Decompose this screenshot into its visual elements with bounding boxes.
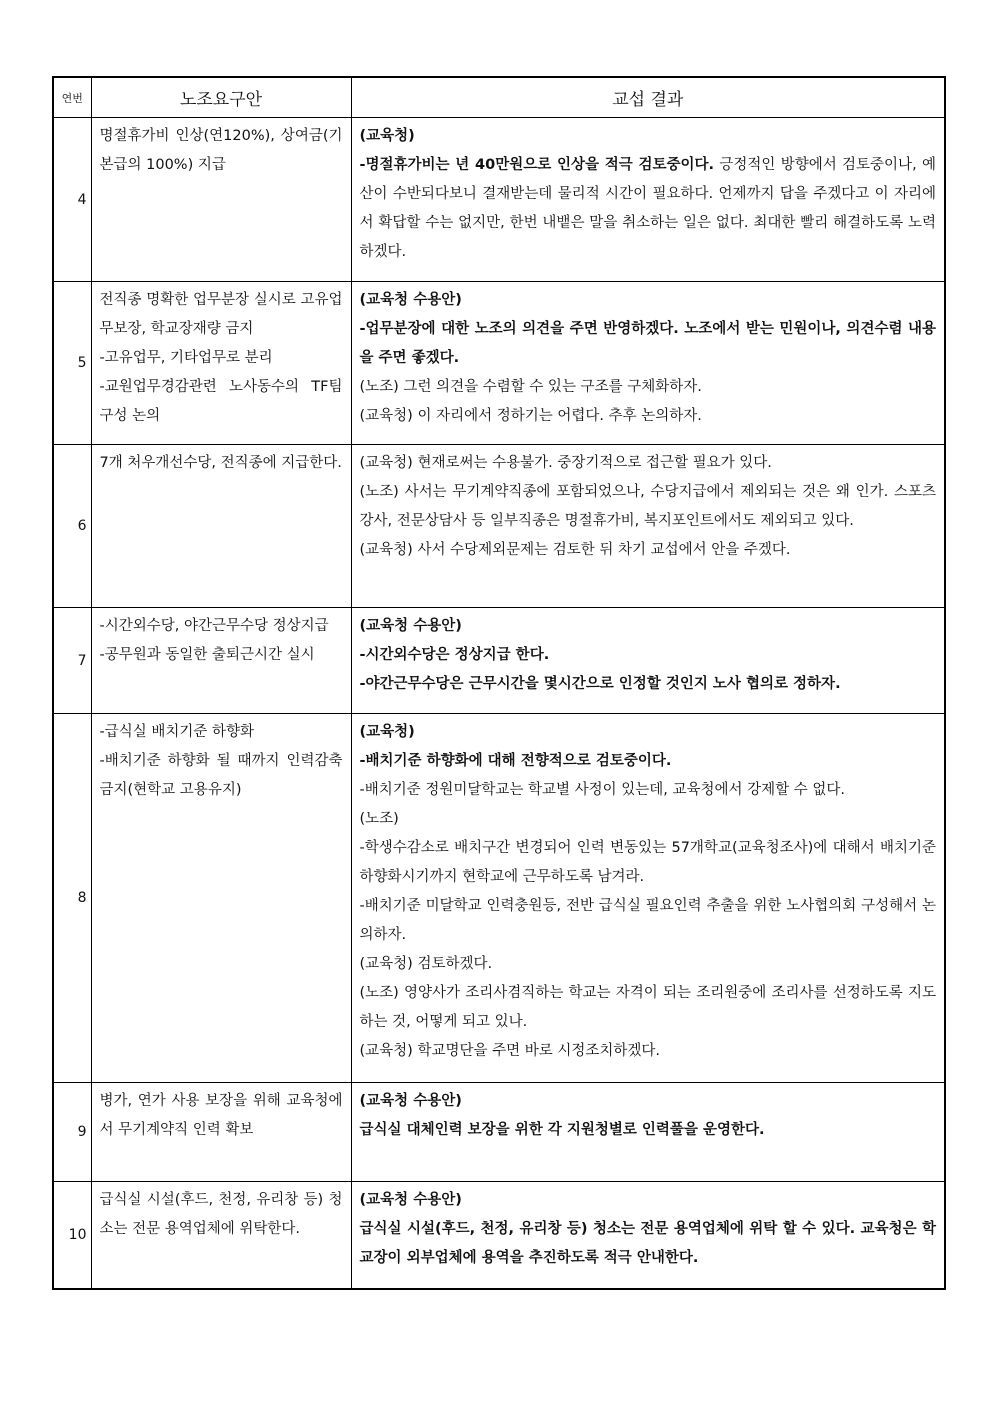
result-text: (교육청) 사서 수당제외문제는 검토한 뒤 차기 교섭에서 안을 주겠다. bbox=[359, 542, 791, 558]
result-line bbox=[360, 747, 937, 776]
result-text: -학생수감소로 배치구간 변경되어 인력 변동있는 57개학교(교육청조사)에 대해서 배치기준 하향화시기까지 현학교에 근무하도록 남겨라. bbox=[359, 840, 936, 885]
result-text: (교육청 수용안) bbox=[359, 618, 462, 634]
result-text: (노조) 영양사가 조리사겸직하는 학교는 자격이 되는 조리원중에 조리사를 선정하도록 지도하는 것, 어떻게 되고 있나. bbox=[359, 985, 936, 1030]
row-number: 7 bbox=[53, 608, 91, 714]
union-demand-cell bbox=[91, 1182, 351, 1289]
negotiation-result-cell bbox=[351, 714, 945, 1083]
result-text: (교육청) 학교명단을 주면 바로 시정조치하겠다. bbox=[359, 1043, 660, 1059]
result-text: -배치기준 하향화에 대해 전향적으로 검토중이다. bbox=[359, 753, 672, 769]
union-demand-cell bbox=[91, 1083, 351, 1182]
result-text-tail: 긍정적인 방향에서 검토중이나, 예산이 수반되다보니 결재받는데 물리적 시간이 필요하다. 언제까지 답을 주겠다고 이 자리에서 확답할 수는 없지만, 한번 내뱉은 말을 취소하는 일은 없다. 최대한 빨리 해결하도록 노력하겠다. bbox=[359, 157, 936, 260]
demand-line: -급식실 배치기준 하향화 bbox=[99, 724, 255, 740]
union-demand-cell bbox=[91, 608, 351, 714]
demand-line: 병가, 연가 사용 보장을 위해 교육청에서 무기계약직 인력 확보 bbox=[99, 1093, 343, 1138]
demand-line: -교원업무경감관련 노사동수의 TF팀 구성 논의 bbox=[99, 379, 343, 424]
union-demand-cell bbox=[91, 714, 351, 1083]
demand-line: -시간외수당, 야간근무수당 정상지급 bbox=[99, 618, 329, 634]
result-text: (교육청 수용안) bbox=[359, 1093, 462, 1109]
result-text: 급식실 대체인력 보장을 위한 각 지원청별로 인력풀을 운영한다. bbox=[359, 1122, 765, 1138]
result-line bbox=[360, 1215, 937, 1273]
result-text: (노조) 사서는 무기계약직종에 포함되었으나, 수당지급에서 제외되는 것은 왜 인가. 스포츠강사, 전문상담사 등 일부직종은 명절휴가비, 복지포인트에서도 제외되고 있다. bbox=[359, 484, 936, 529]
result-line bbox=[360, 670, 937, 699]
result-line bbox=[360, 1087, 937, 1116]
result-text: -배치기준 미달학교 인력충원등, 전반 급식실 필요인력 추출을 위한 노사협의회 구성해서 논의하자. bbox=[359, 898, 936, 943]
result-text: -명절휴가비는 년 40만원으로 인상을 적극 검토중이다. bbox=[359, 157, 715, 173]
demand-line: -공무원과 동일한 출퇴근시간 실시 bbox=[99, 647, 315, 663]
result-text: (노조) 그런 의견을 수렴할 수 있는 구조를 구체화하자. bbox=[359, 379, 702, 395]
table-row bbox=[53, 282, 945, 445]
demand-line: 급식실 시설(후드, 천정, 유리창 등) 청소는 전문 용역업체에 위탁한다. bbox=[99, 1192, 343, 1237]
header-row bbox=[53, 77, 945, 118]
result-line bbox=[360, 776, 937, 805]
union-demand-cell bbox=[91, 118, 351, 282]
result-line bbox=[360, 718, 937, 747]
result-text: (교육청) 검토하겠다. bbox=[359, 956, 493, 972]
result-line bbox=[360, 286, 937, 315]
negotiation-result-cell bbox=[351, 282, 945, 445]
row-number: 8 bbox=[53, 714, 91, 1083]
result-line bbox=[360, 478, 937, 536]
negotiation-table bbox=[52, 76, 946, 1290]
result-text: -배치기준 정원미달학교는 학교별 사정이 있는데, 교육청에서 강제할 수 없다. bbox=[359, 782, 846, 798]
row-number: 6 bbox=[53, 445, 91, 608]
demand-line: -고유업무, 기타업무로 분리 bbox=[99, 350, 273, 366]
header-no: 연번 bbox=[53, 77, 91, 118]
result-line bbox=[360, 979, 937, 1037]
negotiation-result-cell bbox=[351, 608, 945, 714]
result-text: -시간외수당은 정상지급 한다. bbox=[359, 647, 550, 663]
result-line bbox=[360, 612, 937, 641]
result-line bbox=[360, 402, 937, 431]
negotiation-result-cell bbox=[351, 1182, 945, 1289]
row-number: 9 bbox=[53, 1083, 91, 1182]
row-number: 10 bbox=[53, 1182, 91, 1289]
negotiation-result-cell bbox=[351, 1083, 945, 1182]
result-line bbox=[360, 892, 937, 950]
result-line bbox=[360, 805, 937, 834]
result-text: 급식실 시설(후드, 천정, 유리창 등) 청소는 전문 용역업체에 위탁 할 수 있다. 교육청은 학교장이 외부업체에 용역을 추진하도록 적극 안내한다. bbox=[359, 1221, 936, 1266]
table-row bbox=[53, 608, 945, 714]
demand-line: -배치기준 하향화 될 때까지 인력감축 금지(현학교 고용유지) bbox=[99, 753, 343, 798]
negotiation-result-cell bbox=[351, 445, 945, 608]
result-text: (교육청) bbox=[359, 724, 415, 740]
header-demand: 노조요구안 bbox=[91, 77, 351, 118]
result-line bbox=[360, 449, 937, 478]
result-text: -야간근무수당은 근무시간을 몇시간으로 인정할 것인지 노사 협의로 정하자. bbox=[359, 676, 841, 692]
row-number: 4 bbox=[53, 118, 91, 282]
result-line bbox=[360, 1037, 937, 1066]
result-text: (교육청) 이 자리에서 정하기는 어렵다. 추후 논의하자. bbox=[359, 408, 702, 424]
union-demand-cell bbox=[91, 282, 351, 445]
result-line bbox=[360, 641, 937, 670]
result-line bbox=[360, 834, 937, 892]
union-demand-cell bbox=[91, 445, 351, 608]
negotiation-result-cell bbox=[351, 118, 945, 282]
result-line bbox=[360, 315, 937, 373]
result-text: (노조) bbox=[359, 811, 399, 827]
result-text: (교육청 수용안) bbox=[359, 292, 462, 308]
result-text: -업무분장에 대한 노조의 의견을 주면 반영하겠다. 노조에서 받는 민원이나, 의견수렴 내용을 주면 좋겠다. bbox=[359, 321, 936, 366]
table-row bbox=[53, 445, 945, 608]
table-row bbox=[53, 1182, 945, 1289]
header-result: 교섭 결과 bbox=[351, 77, 945, 118]
table-row bbox=[53, 714, 945, 1083]
result-line bbox=[360, 536, 937, 565]
result-line bbox=[360, 151, 937, 267]
result-text: (교육청) 현재로써는 수용불가. 중장기적으로 접근할 필요가 있다. bbox=[359, 455, 772, 471]
row-number: 5 bbox=[53, 282, 91, 445]
result-line bbox=[360, 373, 937, 402]
table-row bbox=[53, 1083, 945, 1182]
table-row bbox=[53, 118, 945, 282]
result-text: (교육청 수용안) bbox=[359, 1192, 462, 1208]
result-line bbox=[360, 122, 937, 151]
demand-line: 전직종 명확한 업무분장 실시로 고유업무보장, 학교장재량 금지 bbox=[99, 292, 343, 337]
result-text: (교육청) bbox=[359, 128, 415, 144]
result-line bbox=[360, 1186, 937, 1215]
demand-line: 명절휴가비 인상(연120%), 상여금(기본급의 100%) 지급 bbox=[99, 128, 343, 173]
demand-line: 7개 처우개선수당, 전직종에 지급한다. bbox=[99, 455, 342, 471]
result-line bbox=[360, 950, 937, 979]
result-line bbox=[360, 1116, 937, 1145]
